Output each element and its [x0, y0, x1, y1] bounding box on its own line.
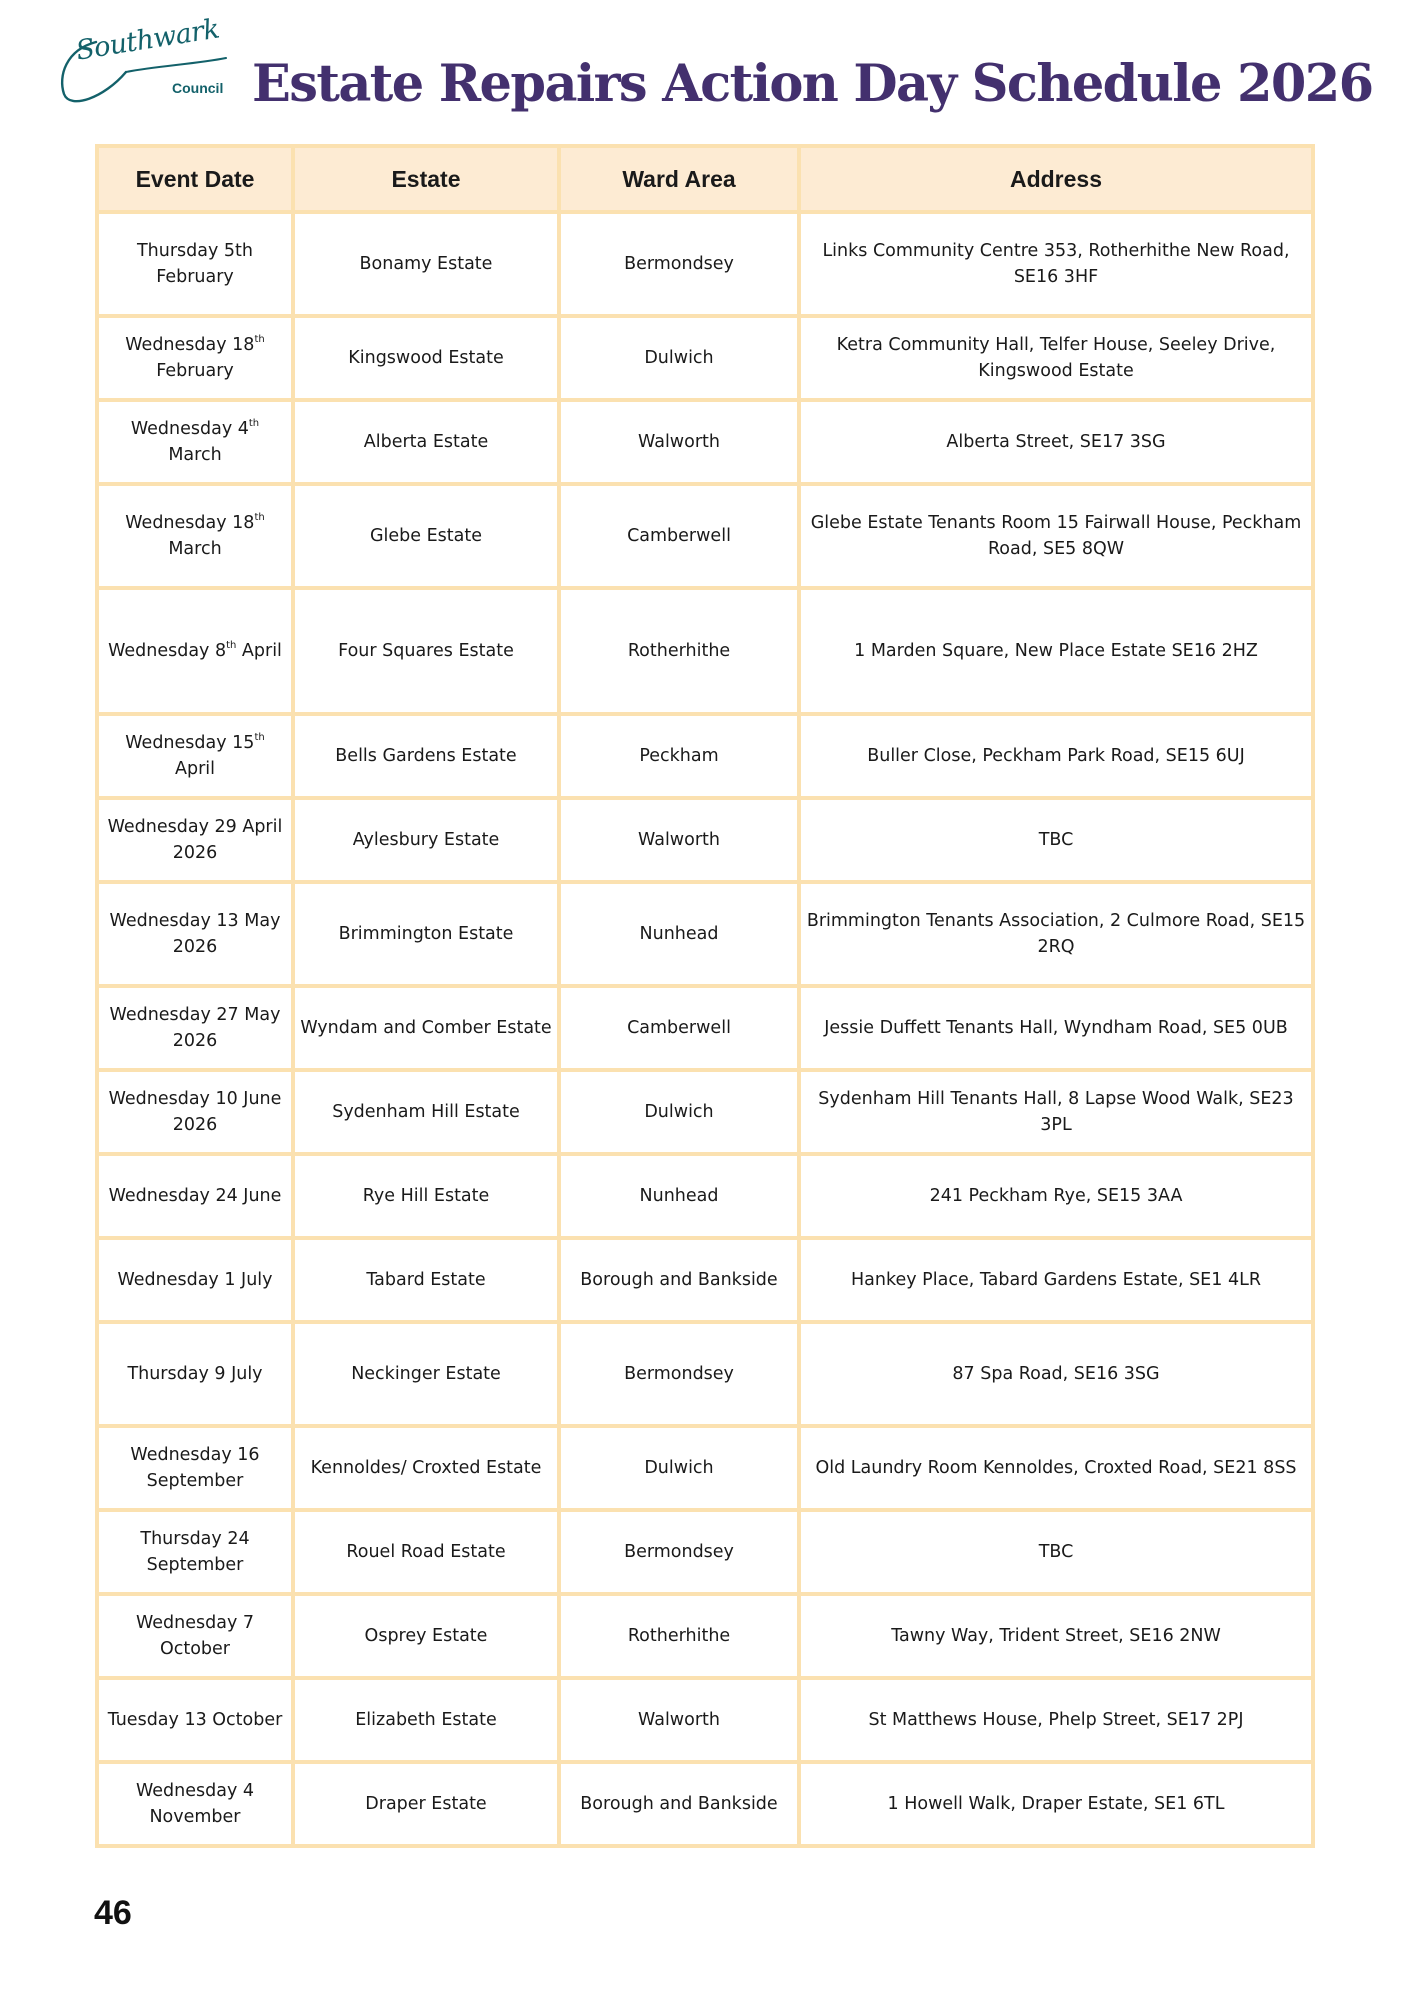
header-ward-area: Ward Area: [559, 146, 799, 212]
event-date-cell: [97, 1322, 293, 1426]
address-cell: 87 Spa Road, SE16 3SG: [799, 1322, 1313, 1426]
event-date-cell: [97, 1594, 293, 1678]
logo-council-text: Council: [172, 80, 224, 96]
estate-cell: Sydenham Hill Estate: [293, 1070, 559, 1154]
address-cell: Old Laundry Room Kennoldes, Croxted Road, SE21 8SS: [799, 1426, 1313, 1510]
ward-area-cell: Dulwich: [559, 1426, 799, 1510]
event-date-cell: [97, 588, 293, 714]
event-date-tail: February: [156, 361, 234, 381]
ward-area-cell: Nunhead: [559, 1154, 799, 1238]
address-cell: Glebe Estate Tenants Room 15 Fairwall House, Peckham Road, SE5 8QW: [799, 484, 1313, 588]
event-date-cell: [97, 1510, 293, 1594]
address-cell: Buller Close, Peckham Park Road, SE15 6UJ: [799, 714, 1313, 798]
ward-area-cell: Borough and Bankside: [559, 1238, 799, 1322]
schedule-table-body: [97, 212, 1313, 1846]
event-date-main: Wednesday 24 June: [108, 1186, 282, 1206]
event-date-cell: [97, 714, 293, 798]
address-cell: TBC: [799, 1510, 1313, 1594]
estate-cell: Aylesbury Estate: [293, 798, 559, 882]
address-cell: Hankey Place, Tabard Gardens Estate, SE1 4LR: [799, 1238, 1313, 1322]
table-row: [97, 484, 1313, 588]
southwark-council-logo: [56, 13, 234, 112]
ward-area-cell: Rotherhithe: [559, 1594, 799, 1678]
estate-cell: Rouel Road Estate: [293, 1510, 559, 1594]
event-date-tail: March: [168, 539, 222, 559]
address-cell: Jessie Duffett Tenants Hall, Wyndham Road, SE5 0UB: [799, 986, 1313, 1070]
event-date-cell: [97, 798, 293, 882]
event-date-tail: March: [168, 445, 222, 465]
event-date-cell: [97, 1070, 293, 1154]
event-date-ordinal: th: [254, 732, 265, 743]
address-cell: Links Community Centre 353, Rotherhithe New Road, SE16 3HF: [799, 212, 1313, 316]
estate-cell: Glebe Estate: [293, 484, 559, 588]
table-row: [97, 1238, 1313, 1322]
event-date-ordinal: th: [248, 418, 260, 429]
table-row: [97, 1154, 1313, 1238]
table-row: [97, 1678, 1313, 1762]
event-date-main: Wednesday 10 June 2026: [108, 1089, 282, 1135]
event-date-main: Thursday 24 September: [140, 1529, 250, 1575]
event-date-main: Wednesday 18: [125, 335, 255, 355]
address-cell: Tawny Way, Trident Street, SE16 2NW: [799, 1594, 1313, 1678]
address-cell: Ketra Community Hall, Telfer House, Seeley Drive, Kingswood Estate: [799, 316, 1313, 400]
table-row: [97, 1070, 1313, 1154]
event-date-main: Wednesday 15: [125, 733, 255, 753]
ward-area-cell: Peckham: [559, 714, 799, 798]
logo-script-text: Southwark: [74, 13, 222, 67]
table-row: [97, 1594, 1313, 1678]
ward-area-cell: Walworth: [559, 400, 799, 484]
address-cell: 1 Marden Square, New Place Estate SE16 2HZ: [799, 588, 1313, 714]
event-date-cell: [97, 1238, 293, 1322]
address-cell: Alberta Street, SE17 3SG: [799, 400, 1313, 484]
event-date-cell: [97, 882, 293, 986]
event-date-main: Wednesday 16 September: [130, 1445, 260, 1491]
estate-cell: Four Squares Estate: [293, 588, 559, 714]
table-row: [97, 1426, 1313, 1510]
ward-area-cell: Camberwell: [559, 484, 799, 588]
address-cell: Sydenham Hill Tenants Hall, 8 Lapse Wood Walk, SE23 3PL: [799, 1070, 1313, 1154]
ward-area-cell: Bermondsey: [559, 212, 799, 316]
table-row: [97, 882, 1313, 986]
ward-area-cell: Borough and Bankside: [559, 1762, 799, 1846]
table-row: [97, 1322, 1313, 1426]
event-date-main: Thursday 9 July: [127, 1364, 263, 1384]
ward-area-cell: Nunhead: [559, 882, 799, 986]
event-date-cell: [97, 1678, 293, 1762]
ward-area-cell: Camberwell: [559, 986, 799, 1070]
estate-cell: Osprey Estate: [293, 1594, 559, 1678]
ward-area-cell: Walworth: [559, 798, 799, 882]
event-date-cell: [97, 1762, 293, 1846]
estate-cell: Neckinger Estate: [293, 1322, 559, 1426]
page-title: Estate Repairs Action Day Schedule 2026: [252, 54, 1373, 114]
header-address: Address: [799, 146, 1313, 212]
event-date-ordinal: th: [254, 334, 265, 345]
table-row: [97, 986, 1313, 1070]
ward-area-cell: Dulwich: [559, 316, 799, 400]
table-row: [97, 212, 1313, 316]
estate-cell: Wyndam and Comber Estate: [293, 986, 559, 1070]
estate-cell: Draper Estate: [293, 1762, 559, 1846]
event-date-cell: [97, 484, 293, 588]
ward-area-cell: Walworth: [559, 1678, 799, 1762]
event-date-main: Wednesday 4: [130, 419, 249, 439]
estate-cell: Tabard Estate: [293, 1238, 559, 1322]
ward-area-cell: Bermondsey: [559, 1322, 799, 1426]
event-date-main: Wednesday 4 November: [135, 1781, 254, 1827]
event-date-tail: February: [156, 267, 234, 287]
table-header-row: [97, 146, 1313, 212]
event-date-main: Wednesday 8: [108, 641, 227, 661]
event-date-cell: [97, 986, 293, 1070]
table-row: [97, 714, 1313, 798]
event-date-ordinal: th: [254, 512, 265, 523]
table-row: [97, 1762, 1313, 1846]
estate-cell: Kennoldes/ Croxted Estate: [293, 1426, 559, 1510]
address-cell: 1 Howell Walk, Draper Estate, SE1 6TL: [799, 1762, 1313, 1846]
event-date-main: Wednesday 1 July: [117, 1270, 273, 1290]
event-date-cell: [97, 1426, 293, 1510]
header-estate: Estate: [293, 146, 559, 212]
event-date-main: Wednesday 29 April 2026: [107, 817, 283, 863]
page-number: 46: [94, 1894, 132, 1932]
event-date-main: Wednesday 13 May 2026: [109, 911, 281, 957]
schedule-table: [95, 144, 1315, 1848]
estate-cell: Bonamy Estate: [293, 212, 559, 316]
event-date-tail: April: [236, 641, 282, 661]
event-date-main: Wednesday 27 May 2026: [109, 1005, 281, 1051]
event-date-cell: [97, 212, 293, 316]
table-row: [97, 588, 1313, 714]
estate-cell: Brimmington Estate: [293, 882, 559, 986]
ward-area-cell: Bermondsey: [559, 1510, 799, 1594]
table-row: [97, 798, 1313, 882]
address-cell: TBC: [799, 798, 1313, 882]
table-row: [97, 316, 1313, 400]
ward-area-cell: Dulwich: [559, 1070, 799, 1154]
table-row: [97, 400, 1313, 484]
estate-cell: Bells Gardens Estate: [293, 714, 559, 798]
event-date-cell: [97, 400, 293, 484]
estate-cell: Elizabeth Estate: [293, 1678, 559, 1762]
event-date-cell: [97, 1154, 293, 1238]
event-date-main: Tuesday 13 October: [107, 1710, 283, 1730]
estate-cell: Alberta Estate: [293, 400, 559, 484]
event-date-ordinal: th: [226, 640, 237, 651]
table-row: [97, 1510, 1313, 1594]
event-date-tail: April: [175, 759, 215, 779]
address-cell: Brimmington Tenants Association, 2 Culmore Road, SE15 2RQ: [799, 882, 1313, 986]
estate-cell: Kingswood Estate: [293, 316, 559, 400]
address-cell: St Matthews House, Phelp Street, SE17 2PJ: [799, 1678, 1313, 1762]
address-cell: 241 Peckham Rye, SE15 3AA: [799, 1154, 1313, 1238]
event-date-main: Thursday 5th: [136, 241, 254, 261]
event-date-cell: [97, 316, 293, 400]
event-date-main: Wednesday 18: [125, 513, 255, 533]
ward-area-cell: Rotherhithe: [559, 588, 799, 714]
event-date-main: Wednesday 7 October: [135, 1613, 254, 1659]
estate-cell: Rye Hill Estate: [293, 1154, 559, 1238]
header-event-date: Event Date: [97, 146, 293, 212]
